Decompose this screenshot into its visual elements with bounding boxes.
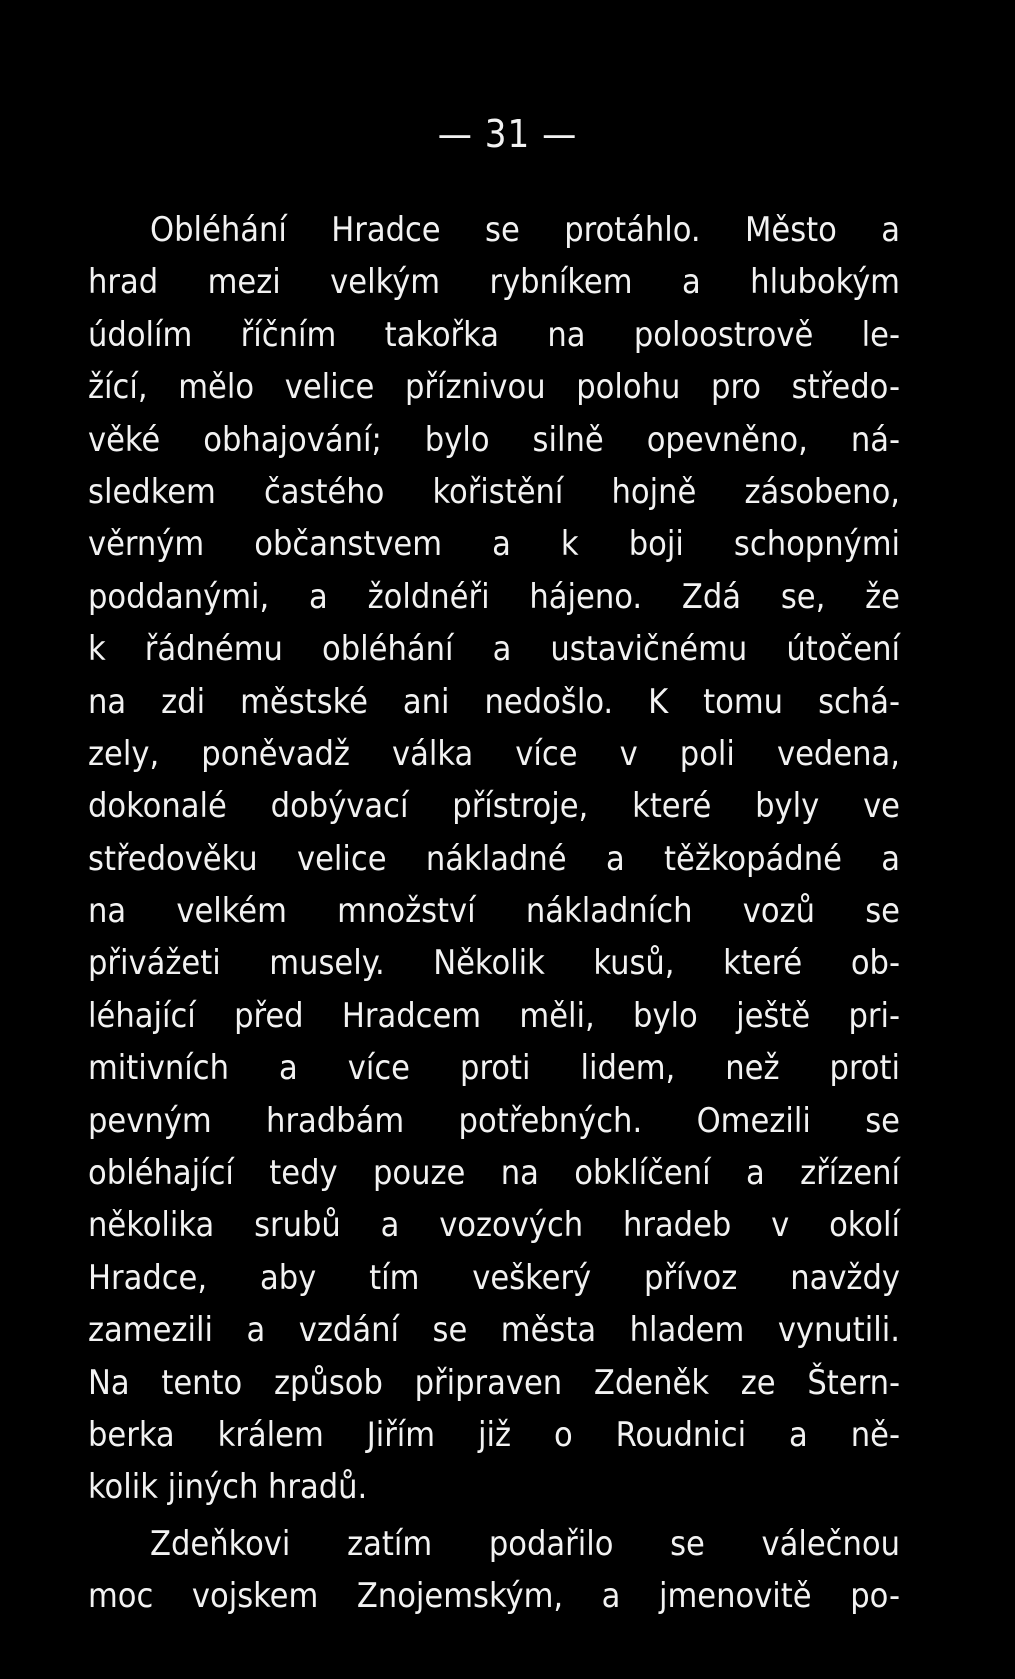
text-line: dokonalé dobývací přístroje, které byly ve xyxy=(88,786,900,827)
text-line: Na tento způsob připraven Zdeněk ze Štern- xyxy=(88,1362,900,1403)
text-line: zamezili a vzdání se města hladem vynutili. xyxy=(88,1310,900,1351)
text-line: k řádnému obléhání a ustavičnému útočení xyxy=(88,629,900,670)
text-line: obléhající tedy pouze na obklíčení a zřízení xyxy=(88,1153,900,1194)
text-line: středověku velice nákladné a těžkopádné a xyxy=(88,838,900,879)
text-line: věké obhajování; bylo silně opevněno, ná- xyxy=(88,419,900,460)
paragraph-2 xyxy=(88,1518,900,1623)
text-line: léhající před Hradcem měli, bylo ještě pri- xyxy=(88,995,900,1036)
page-number: — 31 — xyxy=(437,112,578,156)
text-line: Obléhání Hradce se protáhlo. Město a xyxy=(150,210,900,250)
text-line: Zdeňkovi zatím podařilo se válečnou xyxy=(150,1524,900,1564)
text-line: na velkém množství nákladních vozů se xyxy=(88,891,900,932)
text-line: hrad mezi velkým rybníkem a hlubokým xyxy=(88,262,900,303)
text-line: berka králem Jiřím již o Roudnici a ně- xyxy=(88,1414,900,1455)
text-line: Hradce, aby tím veškerý přívoz navždy xyxy=(88,1257,900,1298)
text-line: údolím říčním takořka na poloostrově le- xyxy=(88,314,900,355)
text-line: zely, poněvadž válka více v poli vedena, xyxy=(88,733,900,774)
text-line: pevným hradbám potřebných. Omezili se xyxy=(88,1100,900,1141)
paragraph-1 xyxy=(88,204,900,1514)
text-line: kolik jiných hradů. xyxy=(88,1467,368,1508)
text-line: moc vojskem Znojemským, a jmenovitě po- xyxy=(88,1576,900,1617)
text-line: několika srubů a vozových hradeb v okolí xyxy=(88,1205,900,1246)
text-line: věrným občanstvem a k boji schopnými xyxy=(88,524,900,565)
text-line: přivážeti musely. Několik kusů, které ob- xyxy=(88,943,900,984)
text-line: mitivních a více proti lidem, než proti xyxy=(88,1048,900,1089)
text-line: žící, mělo velice příznivou polohu pro středo- xyxy=(88,367,900,408)
text-line: na zdi městské ani nedošlo. K tomu schá- xyxy=(88,681,900,722)
text-line: sledkem častého kořistění hojně zásobeno, xyxy=(88,471,900,512)
text-line: poddanými, a žoldnéři hájeno. Zdá se, že xyxy=(88,576,900,617)
